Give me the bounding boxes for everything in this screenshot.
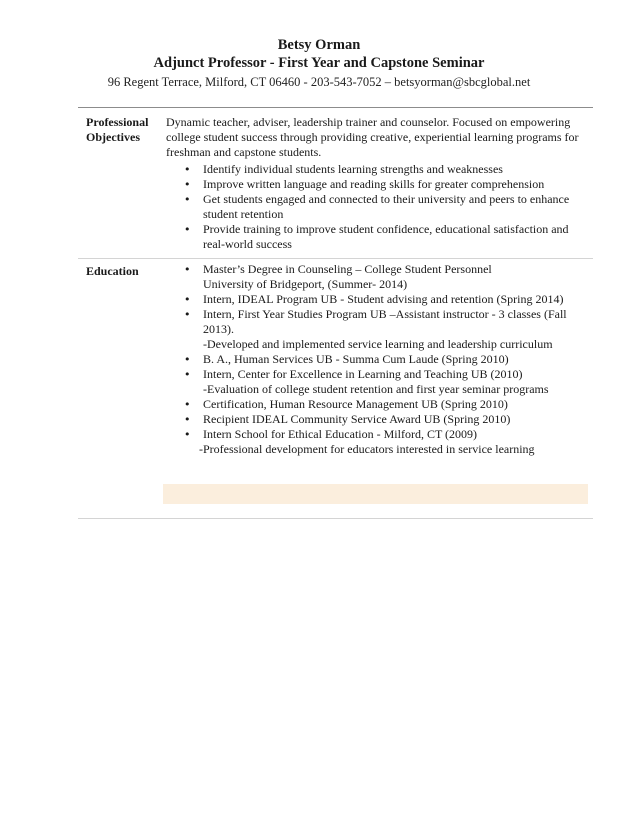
masters-degree: • Master’s Degree in Counseling – College Student Personnel: [203, 262, 492, 276]
job-title: Adjunct Professor - First Year and Capstone Seminar: [153, 55, 485, 71]
list-item-note: -Professional development for educators interested in service learning: [199, 442, 535, 456]
list-item: • Get students engaged and connected to their university and peers to enhance student retention: [166, 192, 586, 222]
divider-middle: [78, 258, 593, 259]
candidate-name: Betsy Orman: [277, 37, 361, 53]
contact-line: 96 Regent Terrace, Milford, CT 06460 - 203-543-7052 – betsyorman@sbcglobal.net: [107, 75, 531, 89]
divider-top: [78, 107, 593, 108]
list-item: • B. A., Human Services UB - Summa Cum Laude (Spring 2010): [166, 352, 586, 367]
list-item: [166, 262, 586, 292]
objectives-list: [166, 162, 586, 252]
section-label-objectives: [86, 115, 148, 145]
objectives-summary: Dynamic teacher, adviser, leadership trainer and counselor. Focused on empowering college student success through providing creative, experiential learning programs for freshman and capstone students.: [166, 115, 579, 159]
objectives-content: [166, 115, 586, 252]
list-item: • Intern, Center for Excellence in Learning and Teaching UB (2010): [166, 367, 586, 382]
highlight-band: [163, 484, 588, 504]
education-list-continued: [166, 352, 586, 382]
list-item-note: -Developed and implemented service learning and leadership curriculum: [203, 337, 553, 351]
resume-header: [0, 36, 638, 91]
masters-school: University of Bridgeport, (Summer- 2014): [203, 277, 408, 291]
list-item: • Recipient IDEAL Community Service Award UB (Spring 2010): [166, 412, 586, 427]
objectives-label-line2: Objectives: [86, 130, 140, 144]
list-item: • Provide training to improve student confidence, educational satisfaction and real-world success: [166, 222, 586, 252]
education-list: [166, 262, 586, 337]
divider-bottom: [78, 518, 593, 519]
list-item-note: -Evaluation of college student retention and first year seminar programs: [203, 382, 549, 396]
list-item: • Improve written language and reading skills for greater comprehension: [166, 177, 586, 192]
list-item: • Intern, IDEAL Program UB - Student advising and retention (Spring 2014): [166, 292, 586, 307]
list-item: • Identify individual students learning strengths and weaknesses: [166, 162, 586, 177]
section-label-education: Education: [86, 264, 139, 278]
list-item: • Intern, First Year Studies Program UB –Assistant instructor - 3 classes (Fall 2013).: [166, 307, 586, 337]
list-item: • Intern School for Ethical Education - Milford, CT (2009): [166, 427, 586, 442]
education-content: [166, 262, 586, 457]
objectives-label-line1: Professional: [86, 115, 149, 129]
education-list-final: [166, 397, 586, 442]
list-item: • Certification, Human Resource Management UB (Spring 2010): [166, 397, 586, 412]
